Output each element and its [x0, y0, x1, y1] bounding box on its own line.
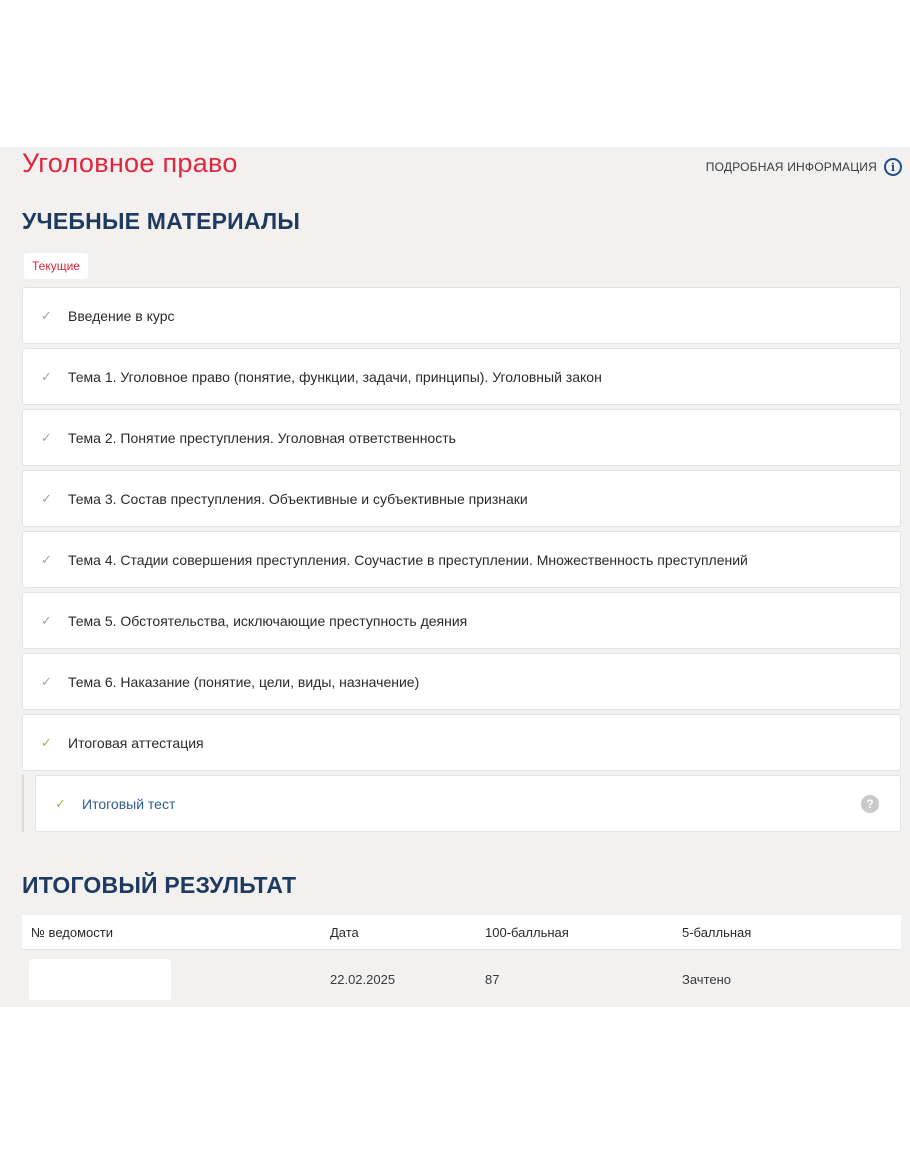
date-cell: 22.02.2025	[330, 971, 396, 987]
column-header: 5-балльная	[673, 915, 901, 950]
list-item-label: Введение в курс	[68, 307, 175, 324]
info-link[interactable]	[706, 158, 902, 176]
tab-current[interactable]: Текущие	[24, 253, 88, 279]
check-icon: ✓	[41, 368, 52, 384]
column-header: 100-балльная	[476, 915, 673, 950]
info-link-label: ПОДРОБНАЯ ИНФОРМАЦИЯ	[705, 160, 877, 174]
question-circle-icon[interactable]: ?	[861, 795, 879, 813]
result-heading: ИТОГОВЫЙ РЕЗУЛЬТАТ	[22, 872, 297, 898]
list-item-label: Тема 6. Наказание (понятие, цели, виды, назначение)	[68, 673, 420, 690]
list-item[interactable]	[22, 653, 901, 710]
list-item-label: Тема 4. Стадии совершения преступления. Соучастие в преступлении. Множественность преступлений	[68, 551, 748, 568]
column-header: Дата	[321, 915, 476, 950]
list-item[interactable]	[22, 531, 901, 588]
score5-cell: Зачтено	[682, 971, 732, 987]
column-header: № ведомости	[22, 915, 321, 950]
list-item-label: Тема 1. Уголовное право (понятие, функции, задачи, принципы). Уголовный закон	[68, 368, 602, 385]
list-item[interactable]	[22, 592, 901, 649]
final-test-label: Итоговый тест	[82, 795, 176, 812]
results-table	[22, 915, 901, 1008]
check-icon: ✓	[41, 551, 52, 567]
sheet-number-cell	[22, 950, 321, 1009]
list-item[interactable]	[22, 409, 901, 466]
list-item[interactable]	[22, 470, 901, 527]
materials-list	[22, 287, 901, 832]
subitem-group	[22, 775, 901, 832]
check-icon: ✓	[41, 612, 52, 628]
check-icon: ✓	[41, 734, 52, 750]
table-row	[22, 950, 901, 1009]
sheet-number-value	[29, 959, 171, 1000]
table-header-row	[22, 915, 901, 950]
list-item-label: Итоговая аттестация	[68, 734, 204, 751]
list-item-label: Тема 3. Состав преступления. Объективные и субъективные признаки	[68, 490, 528, 507]
tree-line	[22, 775, 24, 832]
check-icon: ✓	[41, 490, 52, 506]
info-circle-icon: i	[884, 158, 902, 176]
final-test-item[interactable]	[35, 775, 901, 832]
list-item[interactable]	[22, 287, 901, 344]
list-item-label: Тема 5. Обстоятельства, исключающие преступность деяния	[68, 612, 468, 629]
check-icon: ✓	[55, 795, 66, 811]
check-icon: ✓	[41, 429, 52, 445]
list-item-label: Тема 2. Понятие преступления. Уголовная ответственность	[68, 429, 456, 446]
list-item-final-attestation[interactable]	[22, 714, 901, 771]
check-icon: ✓	[41, 673, 52, 689]
list-item[interactable]	[22, 348, 901, 405]
materials-heading: УЧЕБНЫЕ МАТЕРИАЛЫ	[22, 208, 301, 234]
score100-cell: 87	[485, 971, 500, 987]
check-icon: ✓	[41, 307, 52, 323]
course-title: Уголовное право	[22, 148, 238, 178]
